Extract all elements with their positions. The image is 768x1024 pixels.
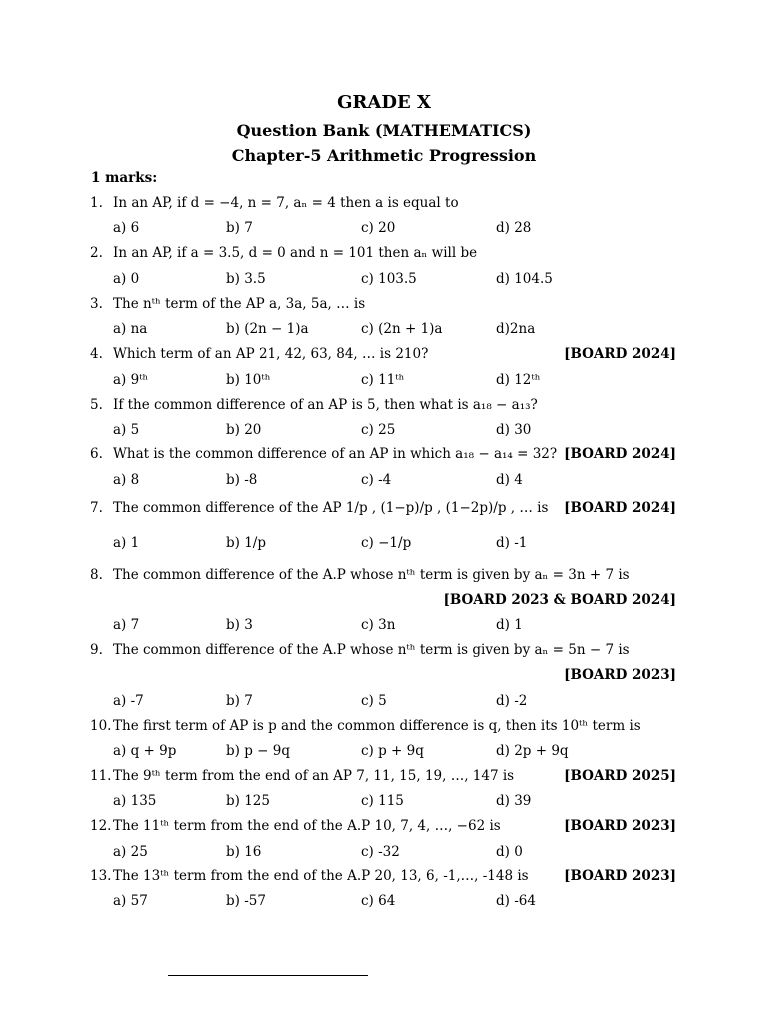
options-11 <box>113 790 673 812</box>
question-number: 4. <box>90 346 103 362</box>
options-3 <box>113 318 673 340</box>
question-number: 5. <box>90 397 103 413</box>
question-text: Which term of an AP 21, 42, 63, 84, … is 210? <box>113 346 429 362</box>
question-number: 10. <box>90 718 112 734</box>
question-9 <box>90 639 678 661</box>
option-c: c) 25 <box>361 422 396 438</box>
options-6 <box>113 469 673 491</box>
question-number: 3. <box>90 296 103 312</box>
board-tag: [BOARD 2023] <box>564 818 676 834</box>
option-b: b) 7 <box>226 220 253 236</box>
option-b: b) 10ᵗʰ <box>226 372 271 388</box>
option-c: c) 115 <box>361 793 404 809</box>
options-7 <box>113 532 673 554</box>
question-number: 13. <box>90 868 112 884</box>
options-5 <box>113 419 673 441</box>
option-c: c) −1/p <box>361 535 412 551</box>
option-a: a) 7 <box>113 617 140 633</box>
option-b: b) 3.5 <box>226 271 266 287</box>
question-8 <box>90 564 678 586</box>
option-c: c) 64 <box>361 893 396 909</box>
question-number: 9. <box>90 642 103 658</box>
options-2 <box>113 268 673 290</box>
question-4 <box>90 343 678 365</box>
option-d: d) 30 <box>496 422 532 438</box>
question-text: The first term of AP is p and the common difference is q, then its 10ᵗʰ term is <box>113 718 641 734</box>
option-b: b) 20 <box>226 422 262 438</box>
question-13 <box>90 865 678 887</box>
question-text: The 9ᵗʰ term from the end of an AP 7, 11, 15, 19, …, 147 is <box>113 768 515 784</box>
question-text: The common difference of the A.P whose nᵗʰ term is given by aₙ = 5n − 7 is <box>113 642 630 658</box>
question-6 <box>90 443 678 465</box>
option-d: d) -2 <box>496 693 528 709</box>
question-number: 6. <box>90 446 103 462</box>
question-text: If the common difference of an AP is 5, then what is a₁₈ − a₁₃? <box>113 397 538 413</box>
question-text: The common difference of the AP 1/p , (1−p)/p , (1−2p)/p , … is <box>113 500 549 516</box>
option-c: c) 20 <box>361 220 396 236</box>
question-number: 1. <box>90 195 103 211</box>
option-b: b) 3 <box>226 617 253 633</box>
question-11 <box>90 765 678 787</box>
option-c: c) 5 <box>361 693 387 709</box>
option-d: d)2na <box>496 321 536 337</box>
question-text: The nᵗʰ term of the AP a, 3a, 5a, … is <box>113 296 366 312</box>
option-d: d) 0 <box>496 844 523 860</box>
board-tag: [BOARD 2024] <box>564 346 676 362</box>
subject-title: Question Bank (MATHEMATICS) <box>236 121 532 140</box>
question-7 <box>90 497 678 519</box>
option-c: c) p + 9q <box>361 743 424 759</box>
option-a: a) 8 <box>113 472 140 488</box>
question-text: In an AP, if d = −4, n = 7, aₙ = 4 then a is equal to <box>113 195 459 211</box>
question-12 <box>90 815 678 837</box>
option-b: b) -8 <box>226 472 258 488</box>
option-d: d) 2p + 9q <box>496 743 569 759</box>
option-d: d) 12ᵗʰ <box>496 372 541 388</box>
options-13 <box>113 890 673 912</box>
question-number: 2. <box>90 245 103 261</box>
option-a: a) 9ᵗʰ <box>113 372 149 388</box>
chapter-title: Chapter-5 Arithmetic Progression <box>231 146 537 165</box>
options-4 <box>113 369 673 391</box>
option-c: c) -4 <box>361 472 392 488</box>
option-a: a) -7 <box>113 693 144 709</box>
option-a: a) 0 <box>113 271 140 287</box>
question-5 <box>90 394 678 416</box>
option-b: b) -57 <box>226 893 266 909</box>
board-tag: [BOARD 2023] <box>564 667 676 683</box>
option-d: d) 104.5 <box>496 271 553 287</box>
option-a: a) 1 <box>113 535 140 551</box>
option-d: d) -64 <box>496 893 536 909</box>
question-text: In an AP, if a = 3.5, d = 0 and n = 101 then aₙ will be <box>113 245 478 261</box>
board-tag: [BOARD 2023] <box>564 868 676 884</box>
option-d: d) 4 <box>496 472 523 488</box>
option-b: b) 7 <box>226 693 253 709</box>
option-b: b) 16 <box>226 844 262 860</box>
question-number: 7. <box>90 500 103 516</box>
option-a: a) 5 <box>113 422 140 438</box>
option-a: a) 25 <box>113 844 148 860</box>
options-8 <box>113 614 673 636</box>
question-text: The 13ᵗʰ term from the end of the A.P 20, 13, 6, -1,…, -148 is <box>113 868 529 884</box>
question-number: 8. <box>90 567 103 583</box>
board-tag: [BOARD 2024] <box>564 500 676 516</box>
option-b: b) p − 9q <box>226 743 290 759</box>
options-1 <box>113 217 673 239</box>
option-c: c) 3n <box>361 617 396 633</box>
question-text: The 11ᵗʰ term from the end of the A.P 10, 7, 4, …, −62 is <box>113 818 501 834</box>
option-d: d) 1 <box>496 617 523 633</box>
option-a: a) 57 <box>113 893 148 909</box>
option-b: b) (2n − 1)a <box>226 321 309 337</box>
question-2 <box>90 242 678 264</box>
board-tag: [BOARD 2023 & BOARD 2024] <box>443 592 676 608</box>
option-c: c) (2n + 1)a <box>361 321 443 337</box>
footer-rule <box>168 975 368 976</box>
option-a: a) 6 <box>113 220 140 236</box>
question-text: The common difference of the A.P whose nᵗʰ term is given by aₙ = 3n + 7 is <box>113 567 630 583</box>
option-a: a) na <box>113 321 148 337</box>
section-heading: 1 marks: <box>91 170 158 186</box>
question-text: What is the common difference of an AP in which a₁₈ − a₁₄ = 32? <box>113 446 558 462</box>
option-b: b) 1/p <box>226 535 266 551</box>
option-c: c) 103.5 <box>361 271 417 287</box>
question-1 <box>90 192 678 214</box>
question-number: 12. <box>90 818 112 834</box>
board-tag: [BOARD 2024] <box>564 446 676 462</box>
option-a: a) 135 <box>113 793 157 809</box>
option-d: d) 28 <box>496 220 532 236</box>
options-10 <box>113 740 673 762</box>
option-d: d) -1 <box>496 535 528 551</box>
option-d: d) 39 <box>496 793 532 809</box>
option-b: b) 125 <box>226 793 270 809</box>
option-c: c) -32 <box>361 844 400 860</box>
options-12 <box>113 841 673 863</box>
board-tag: [BOARD 2025] <box>564 768 676 784</box>
option-a: a) q + 9p <box>113 743 177 759</box>
question-number: 11. <box>90 768 112 784</box>
question-3 <box>90 293 678 315</box>
options-9 <box>113 690 673 712</box>
grade-title: GRADE X <box>337 92 431 113</box>
option-c: c) 11ᵗʰ <box>361 372 405 388</box>
question-10 <box>90 715 678 737</box>
